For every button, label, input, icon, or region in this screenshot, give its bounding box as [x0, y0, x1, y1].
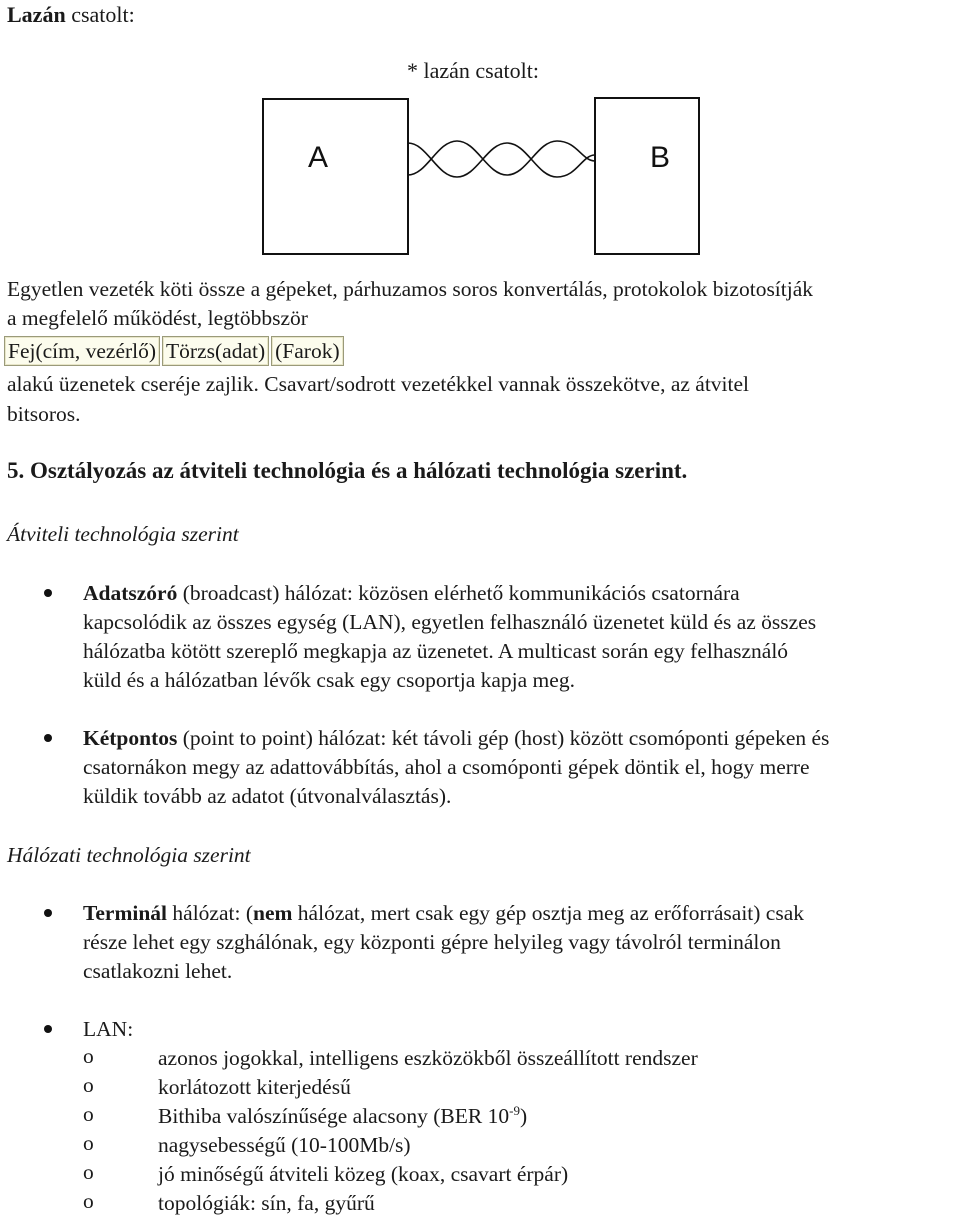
terminal-text-b: hálózat, mert csak egy gép osztja meg az erőforrásait) csak — [292, 901, 805, 925]
box-a-label: A — [308, 141, 329, 174]
box-b-label: B — [650, 141, 671, 174]
lan-marker-3: o — [83, 1102, 94, 1126]
twisted-wire — [408, 141, 595, 177]
lan-marker-2: o — [83, 1073, 94, 1097]
lan-item-1: azonos jogokkal, intelligens eszközökből összeállított rendszer — [158, 1046, 698, 1070]
broadcast-line-4: küld és a hálózatban lévők csak egy csoportja kapja meg. — [83, 668, 575, 692]
terminal-line-1 — [83, 899, 804, 927]
terminal-line-2: része lehet egy szghálónak, egy központi gépre helyileg vagy távolról terminálon — [83, 930, 781, 954]
broadcast-line-3: hálózatba kötött szereplő megkapja az üzenetet. A multicast során egy felhasználó — [83, 639, 789, 663]
intro-line-4: alakú üzenetek cseréje zajlik. Csavart/sodrott vezetékkel vannak összekötve, az átvitel — [7, 372, 750, 396]
page-heading — [7, 2, 135, 28]
broadcast-text-1: (broadcast) hálózat: közösen elérhető kommunikációs csatornára — [177, 581, 740, 605]
bullet-broadcast — [44, 589, 52, 597]
intro-line-1: Egyetlen vezeték köti össze a gépeket, párhuzamos soros konvertálás, protokolok bizotosítják — [7, 277, 814, 301]
heading-rest: csatolt: — [65, 2, 135, 27]
lan-item-3 — [158, 1102, 527, 1130]
terminal-nem: nem — [253, 901, 293, 925]
bullet-terminal — [44, 909, 52, 917]
ber-exponent: -9 — [509, 1102, 520, 1118]
lan-marker-4: o — [83, 1131, 94, 1155]
network-title: Hálózati technológia szerint — [7, 843, 251, 867]
lan-marker-6: o — [83, 1189, 94, 1213]
lan-item-3-text: Bithiba valószínűsége alacsony (BER 10 — [158, 1104, 510, 1128]
frame-body: Törzs(adat) — [162, 336, 269, 366]
loose-coupling-diagram — [262, 95, 702, 263]
frame-header: Fej(cím, vezérlő) — [4, 336, 160, 366]
broadcast-line-2: kapcsolódik az összes egység (LAN), egyetlen felhasználó üzenetet küld és az összes — [83, 610, 817, 634]
p2p-line-2: csatornákon megy az adattovábbítás, ahol a csomóponti gépek döntik el, hogy merre — [83, 755, 810, 779]
bullet-lan — [44, 1025, 52, 1033]
terminal-text-a: hálózat: ( — [167, 901, 253, 925]
lan-item-4: nagysebességű (10-100Mb/s) — [158, 1133, 411, 1157]
lan-item-5: jó minőségű átviteli közeg (koax, csavart érpár) — [158, 1162, 569, 1186]
terminal-term: Terminál — [83, 901, 168, 925]
lan-colon: : — [127, 1017, 134, 1041]
bullet-p2p — [44, 734, 52, 742]
lan-marker-1: o — [83, 1044, 94, 1068]
p2p-line-1 — [83, 724, 829, 752]
lan-marker-5: o — [83, 1160, 94, 1184]
broadcast-term: Adatszóró — [83, 581, 178, 605]
broadcast-line-1 — [83, 579, 740, 607]
section-5-title: 5. Osztályozás az átviteli technológia és a hálózati technológia szerint. — [7, 458, 688, 483]
p2p-term: Kétpontos — [83, 726, 178, 750]
frame-trailer: (Farok) — [271, 336, 343, 366]
lan-item-2: korlátozott kiterjedésű — [158, 1075, 351, 1099]
ber-close: ) — [519, 1104, 528, 1128]
box-a — [263, 99, 408, 254]
lan-item-6: topológiák: sín, fa, gyűrű — [158, 1191, 375, 1215]
frame-structure — [4, 336, 346, 366]
diagram-caption: * lazán csatolt: — [407, 58, 539, 83]
p2p-line-3: küldik tovább az adatot (útvonalválasztás). — [83, 784, 452, 808]
p2p-text-1: (point to point) hálózat: két távoli gép (host) között csomóponti gépeken és — [177, 726, 830, 750]
heading-bold: Lazán — [7, 2, 66, 27]
lan-label: LAN — [83, 1017, 128, 1041]
terminal-line-3: csatlakozni lehet. — [83, 959, 233, 983]
box-b — [595, 98, 699, 254]
lan-heading — [83, 1015, 133, 1043]
transmission-title: Átviteli technológia szerint — [7, 522, 239, 546]
intro-line-2: a megfelelő működést, legtöbbször — [7, 306, 308, 330]
intro-line-5: bitsoros. — [7, 402, 81, 426]
